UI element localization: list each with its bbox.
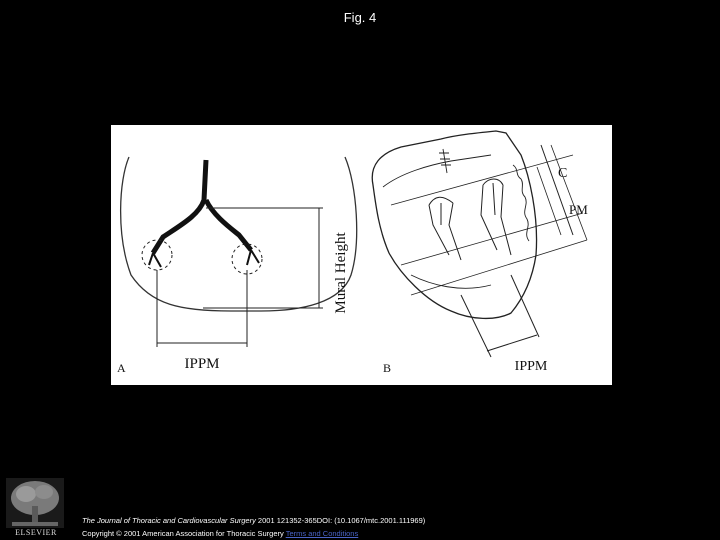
panel-a-letter: A bbox=[117, 361, 126, 375]
panel-b-letter: B bbox=[383, 361, 392, 375]
ippm-label-a: IPPM bbox=[184, 356, 220, 372]
panel-b bbox=[372, 131, 587, 357]
mural-height-label: Mural Height bbox=[333, 232, 349, 314]
citation-block bbox=[82, 514, 425, 540]
slide-title: Fig. 4 bbox=[343, 10, 377, 25]
pm-label: PM bbox=[569, 202, 588, 217]
citation-line bbox=[82, 514, 425, 527]
ippm-label-b: IPPM bbox=[514, 359, 548, 374]
terms-link[interactable]: Terms and Conditions bbox=[285, 529, 359, 538]
journal-name: The Journal of Thoracic and Cardiovascular Surgery bbox=[82, 516, 256, 525]
copyright-text: Copyright © 2001 American Association for Thoracic Surgery bbox=[82, 529, 286, 538]
copyright-line bbox=[82, 527, 425, 540]
c-label: C bbox=[558, 166, 568, 181]
citation-text: 2001 121352-365DOI: (10.1067/mtc.2001.111969) bbox=[255, 516, 426, 525]
figure-image bbox=[111, 125, 612, 385]
panel-a bbox=[121, 157, 357, 347]
publisher-name: ELSEVIER bbox=[15, 528, 57, 537]
